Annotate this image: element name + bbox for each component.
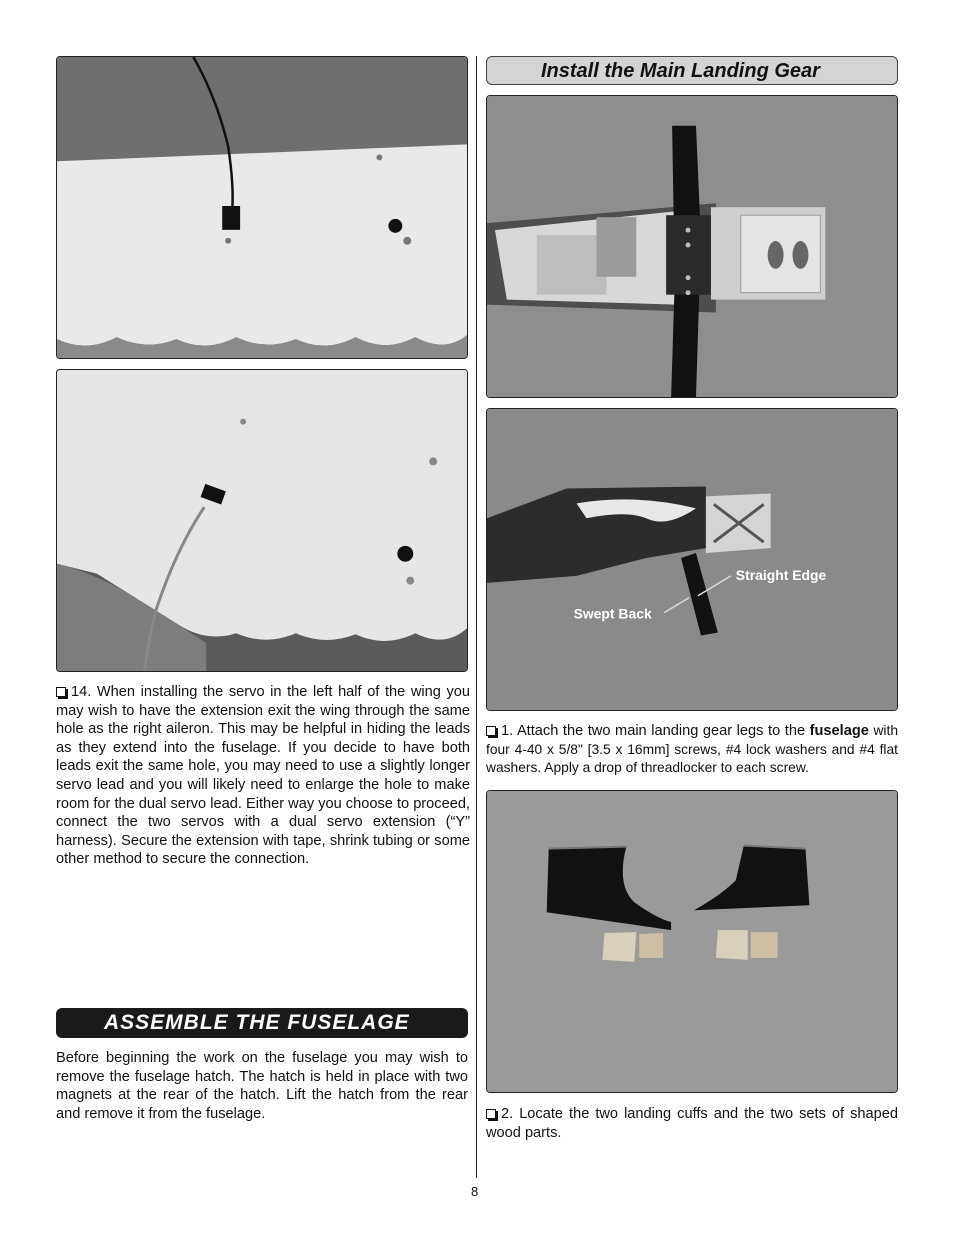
landing-gear-header [486,56,898,85]
page-number: 8 [471,1184,479,1199]
landing-cuffs-photo [486,790,898,1093]
step-14-paragraph: 14. When installing the servo in the left half of the wing you may wish to have the extension exit the wing through the same hole as the right aileron. This may be helpful in hiding the leads as they extend into the fuselage. If you decide to have both leads exit the same hole, you may need to use a slightly longer servo lead and you will likely need to enlarge the hole to make room for the dual servo lead. Either way you choose to proceed, connect the two servos with a dual servo extension (“Y” harness). Secure the extension with tape, shrink tubing or some other method to secure the connection. [56,684,470,868]
straight-edge-label: Straight Edge [735,566,827,583]
section-title: ASSEMBLE THE FUSELAGE [104,1011,410,1034]
checkbox-icon[interactable] [56,687,66,697]
section-title: Install the Main Landing Gear [541,60,820,82]
swept-back-label: Swept Back [573,605,652,622]
gear-step-2-paragraph: 2. Locate the two landing cuffs and the two sets of shaped wood parts. [486,1106,898,1141]
checkbox-icon[interactable] [486,1109,496,1119]
fuselage-intro-paragraph: Before beginning the work on the fuselage you may wish to remove the fuselage hatch. The hatch is held in place with two magnets at the rear of the hatch. Lift the hatch from the rear and remove it from the fuselage. [56,1050,468,1122]
gear-step-1-paragraph: 1. Attach the two main landing gear legs to the fuselage with four 4-40 x 5/8" [3.5 x 16mm] screws, #4 lock washers and #4 flat washers. Apply a drop of threadlocker to each screw. [486,723,898,776]
checkbox-icon[interactable] [486,726,496,736]
assemble-fuselage-header [56,1008,468,1038]
gear-installed-photo [486,95,898,398]
gear-side-photo [486,408,898,711]
column-divider [476,56,477,1178]
wing-photo-top [56,56,468,359]
wing-photo-bottom [56,369,468,672]
